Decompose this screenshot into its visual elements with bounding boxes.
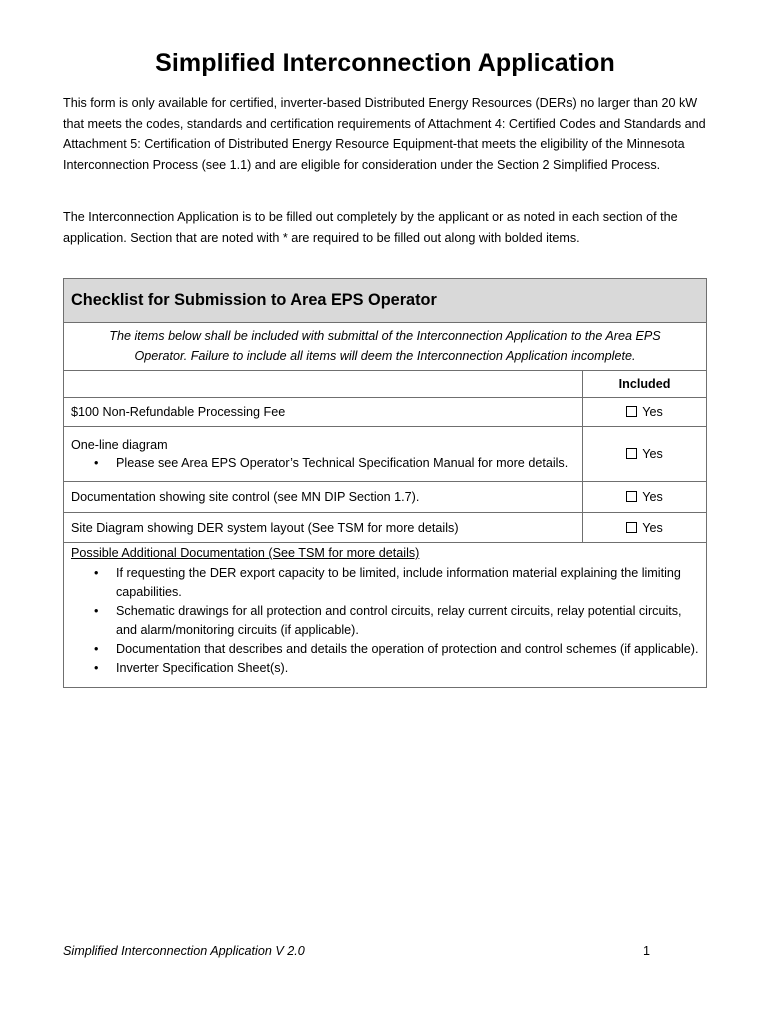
bullet-glyph: • bbox=[94, 641, 99, 656]
list-item bbox=[94, 602, 699, 640]
additional-heading: Possible Additional Documentation (See TSM for more details) bbox=[71, 546, 420, 560]
table-row bbox=[64, 482, 707, 513]
additional-item-protection-docs: Documentation that describes and details the operation of protection and control schemes (if applicable). bbox=[116, 641, 699, 656]
bullet-glyph: • bbox=[94, 660, 99, 675]
bullet-glyph: • bbox=[94, 603, 99, 618]
list-item bbox=[94, 659, 699, 678]
site-diagram-checkbox[interactable] bbox=[626, 522, 637, 533]
checklist-table bbox=[63, 278, 707, 688]
one-line-diagram-list bbox=[71, 454, 575, 473]
site-control-checkbox-label: Yes bbox=[642, 490, 663, 504]
one-line-diagram-note: Please see Area EPS Operator’s Technical Specification Manual for more details. bbox=[116, 455, 569, 470]
bullet-glyph: • bbox=[94, 565, 99, 580]
footer-document-version: Simplified Interconnection Application V 2.0 bbox=[63, 944, 305, 958]
table-row bbox=[64, 427, 707, 482]
additional-documentation bbox=[64, 543, 707, 688]
bullet-glyph: • bbox=[94, 455, 99, 470]
checklist-intro-row bbox=[64, 323, 707, 371]
item-processing-fee: $100 Non-Refundable Processing Fee bbox=[64, 398, 583, 427]
additional-item-schematics: Schematic drawings for all protection and control circuits, relay current circuits, relay potential circuits, and alarm/monitoring circuits (if applicable). bbox=[116, 603, 682, 637]
site-diagram-checkbox-label: Yes bbox=[642, 520, 663, 535]
additional-item-inverter-spec: Inverter Specification Sheet(s). bbox=[116, 660, 289, 675]
included-column-header: Included bbox=[583, 371, 707, 398]
one-line-diagram-label: One-line diagram bbox=[71, 437, 168, 452]
item-column-header bbox=[64, 371, 583, 398]
page-number: 1 bbox=[643, 944, 651, 958]
instructions-paragraph: The Interconnection Application is to be filled out completely by the applicant or as noted in each section of the application. Section that are noted with * are required to be filled out along with bolded items. bbox=[63, 210, 678, 245]
site-diagram-checkbox-cell bbox=[583, 513, 707, 543]
list-item bbox=[94, 564, 699, 602]
table-row bbox=[64, 513, 707, 543]
item-site-control: Documentation showing site control (see MN DIP Section 1.7). bbox=[64, 482, 583, 513]
item-site-diagram: Site Diagram showing DER system layout (See TSM for more details) bbox=[64, 513, 583, 543]
site-control-checkbox[interactable] bbox=[626, 491, 637, 502]
checklist-header-row bbox=[64, 279, 707, 323]
site-control-checkbox-cell bbox=[583, 482, 707, 513]
diagram-checkbox-cell bbox=[583, 427, 707, 482]
additional-documentation-row bbox=[64, 543, 707, 688]
list-item bbox=[94, 640, 699, 659]
fee-checkbox[interactable] bbox=[626, 406, 637, 417]
additional-list bbox=[71, 564, 699, 678]
checklist-intro: The items below shall be included with submittal of the Interconnection Application to the Area EPS Operator. Failure to include all items will deem the Interconnection Application incomplete. bbox=[64, 323, 707, 371]
item-one-line-diagram bbox=[64, 427, 583, 482]
column-header-row bbox=[64, 371, 707, 398]
fee-checkbox-label: Yes bbox=[642, 405, 663, 419]
diagram-checkbox-label: Yes bbox=[642, 447, 663, 461]
additional-item-export-capacity: If requesting the DER export capacity to be limited, include information material explaining the limiting capabilities. bbox=[116, 565, 681, 599]
table-row bbox=[64, 398, 707, 427]
diagram-checkbox[interactable] bbox=[626, 448, 637, 459]
list-item bbox=[94, 454, 575, 473]
checklist-heading: Checklist for Submission to Area EPS Operator bbox=[64, 279, 707, 323]
fee-checkbox-cell bbox=[583, 398, 707, 427]
eligibility-paragraph: This form is only available for certified, inverter-based Distributed Energy Resources (DERs) no larger than 20 kW that meets the codes, standards and certification requirements of Attachment 4: Certified Codes and Standards and Attachment 5: Certification of Distributed Energy Resource Equipment-that meets the eligibility of the Minnesota Interconnection Process (see 1.1) and are eligible for consideration under the Section 2 Simplified Process. bbox=[63, 96, 706, 172]
page-title: Simplified Interconnection Application bbox=[155, 49, 615, 77]
